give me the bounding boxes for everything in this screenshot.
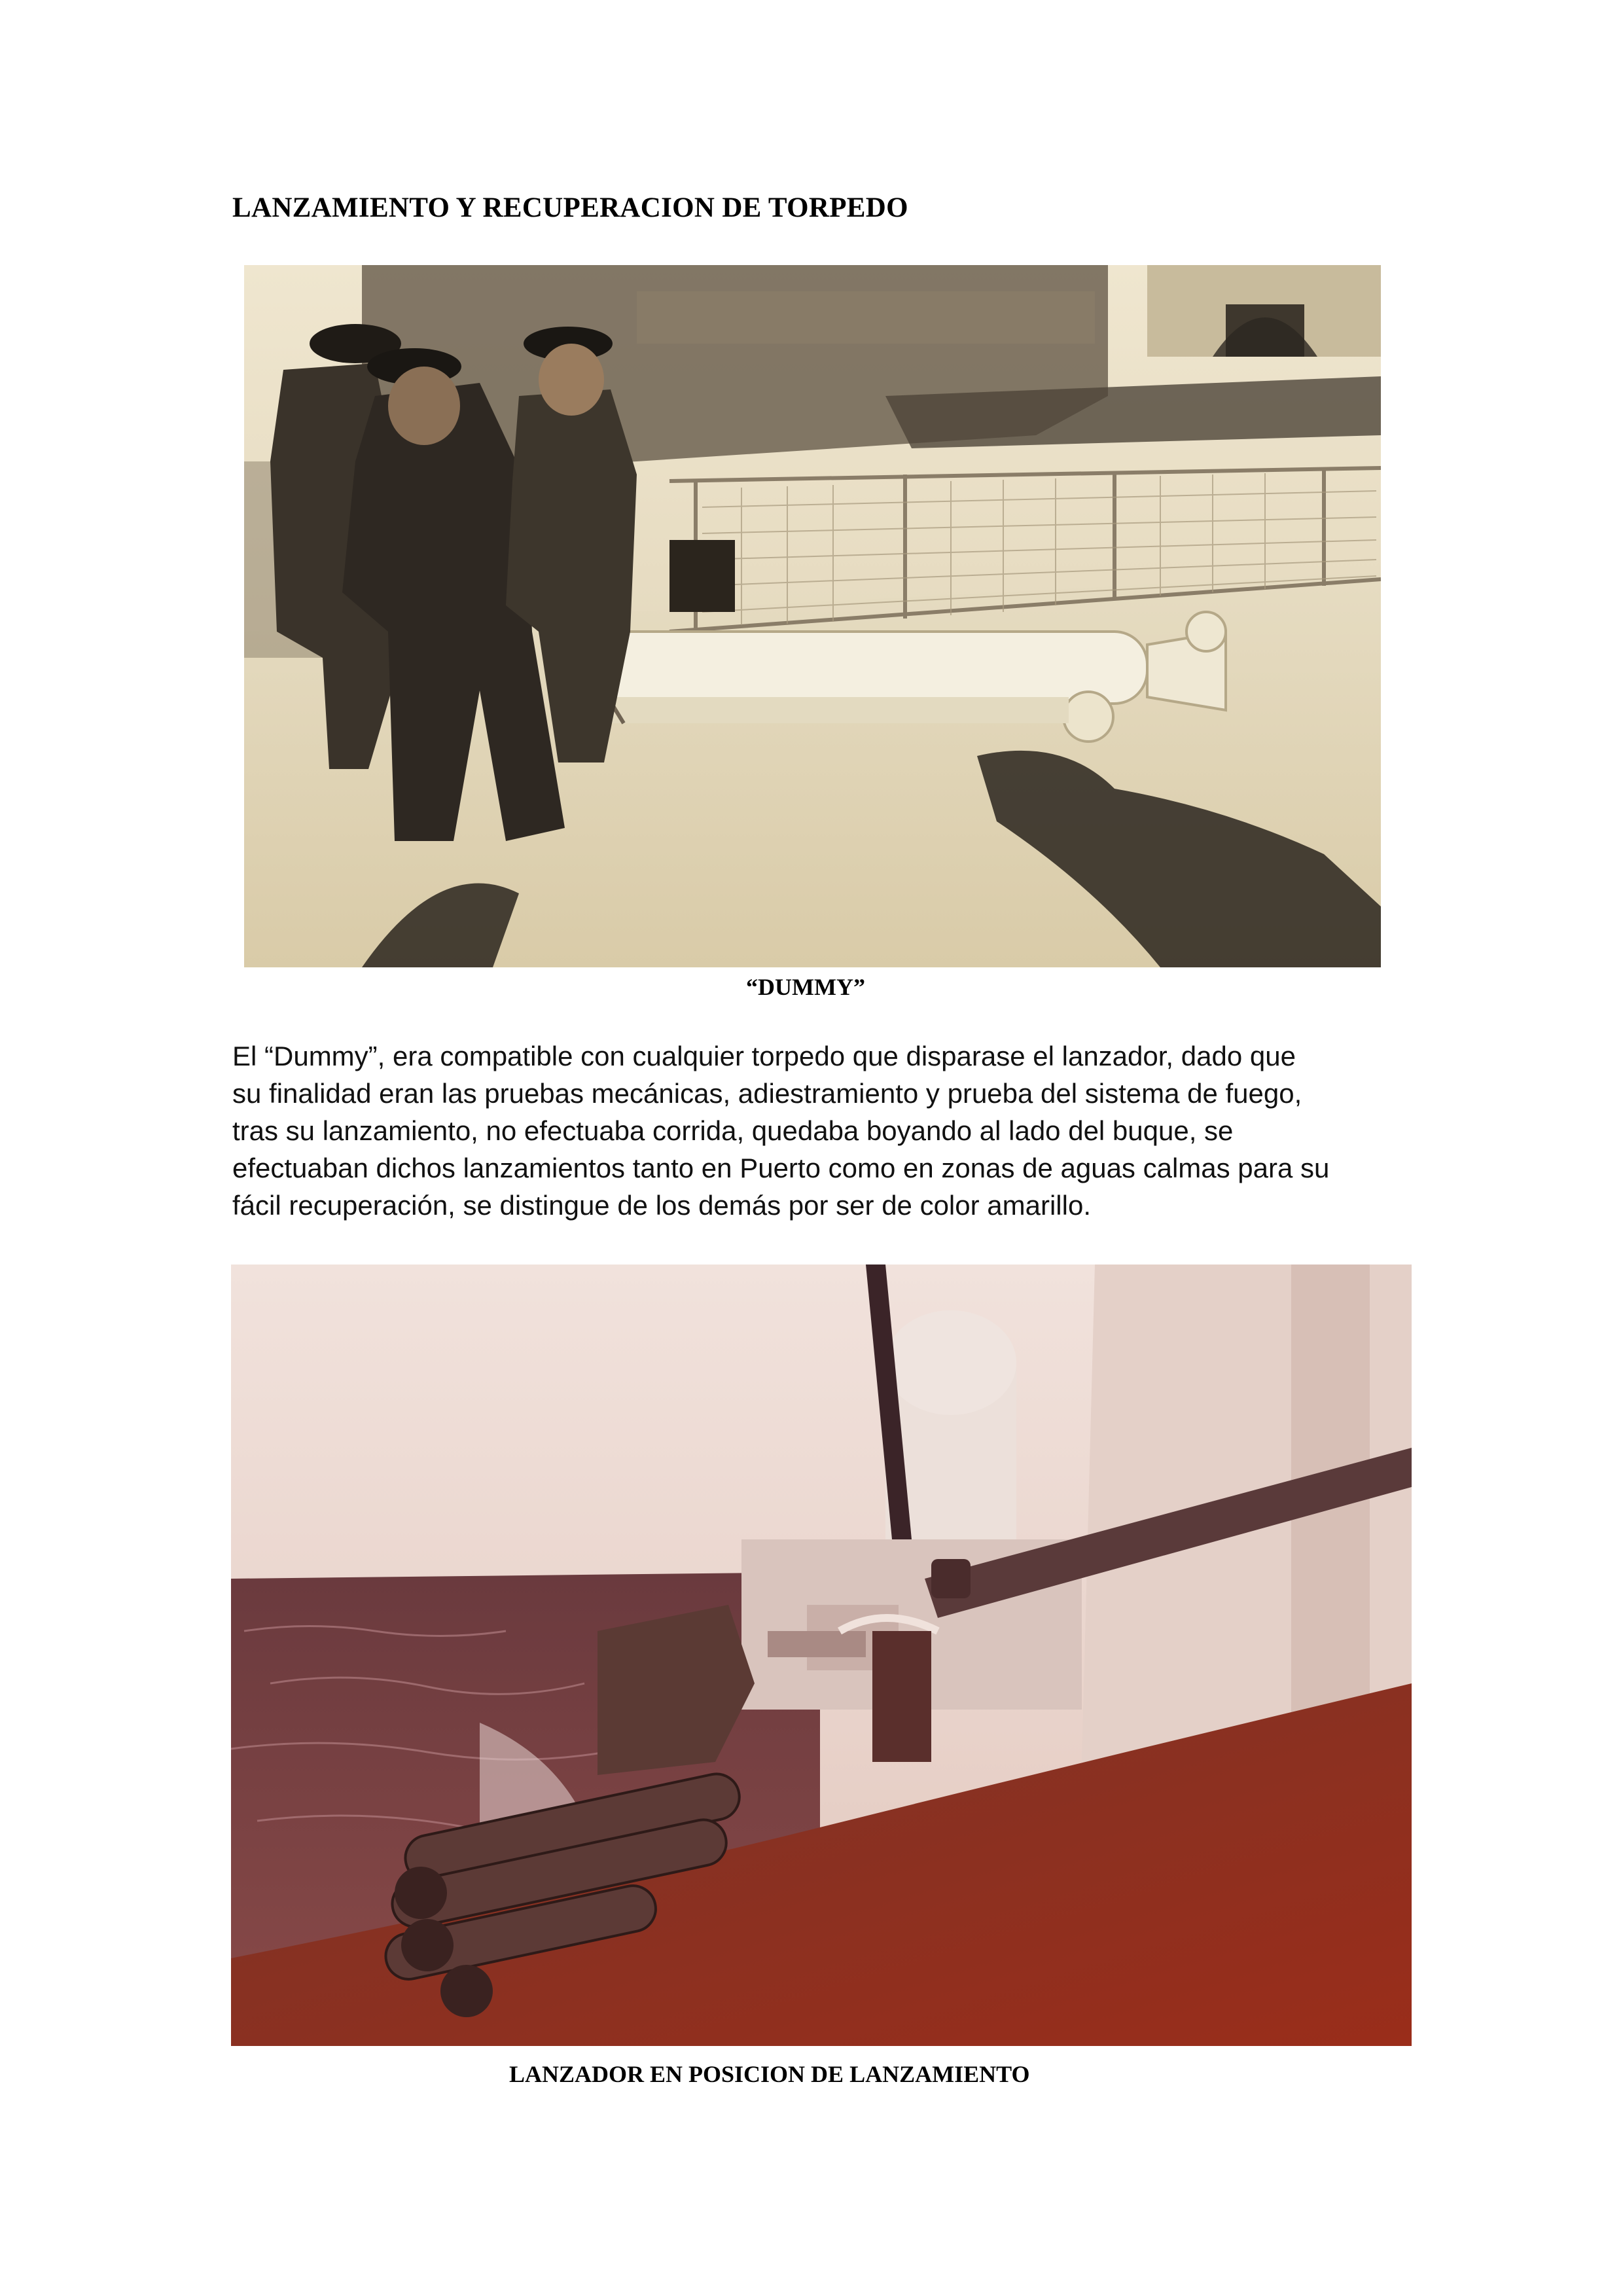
paragraph-line: tras su lanzamiento, no efectuaba corrida, quedaba boyando al lado del buque, se — [232, 1115, 1234, 1146]
body-paragraph — [232, 1037, 1410, 1224]
page-title: LANZAMIENTO Y RECUPERACION DE TORPEDO — [232, 192, 908, 223]
paragraph-line: fácil recuperación, se distingue de los demás por ser de color amarillo. — [232, 1190, 1091, 1221]
figure-caption-launcher: LANZADOR EN POSICION DE LANZAMIENTO — [509, 2061, 1030, 2087]
launcher-position-photo — [231, 1265, 1412, 2046]
figure-caption-dummy: “DUMMY” — [746, 974, 865, 1000]
paragraph-line: su finalidad eran las pruebas mecánicas, adiestramiento y prueba del sistema de fuego, — [232, 1078, 1302, 1109]
dummy-torpedo-photo — [244, 265, 1381, 967]
paragraph-line: El “Dummy”, era compatible con cualquier torpedo que disparase el lanzador, dado que — [232, 1041, 1296, 1071]
paragraph-line: efectuaban dichos lanzamientos tanto en Puerto como en zonas de aguas calmas para su — [232, 1153, 1330, 1183]
